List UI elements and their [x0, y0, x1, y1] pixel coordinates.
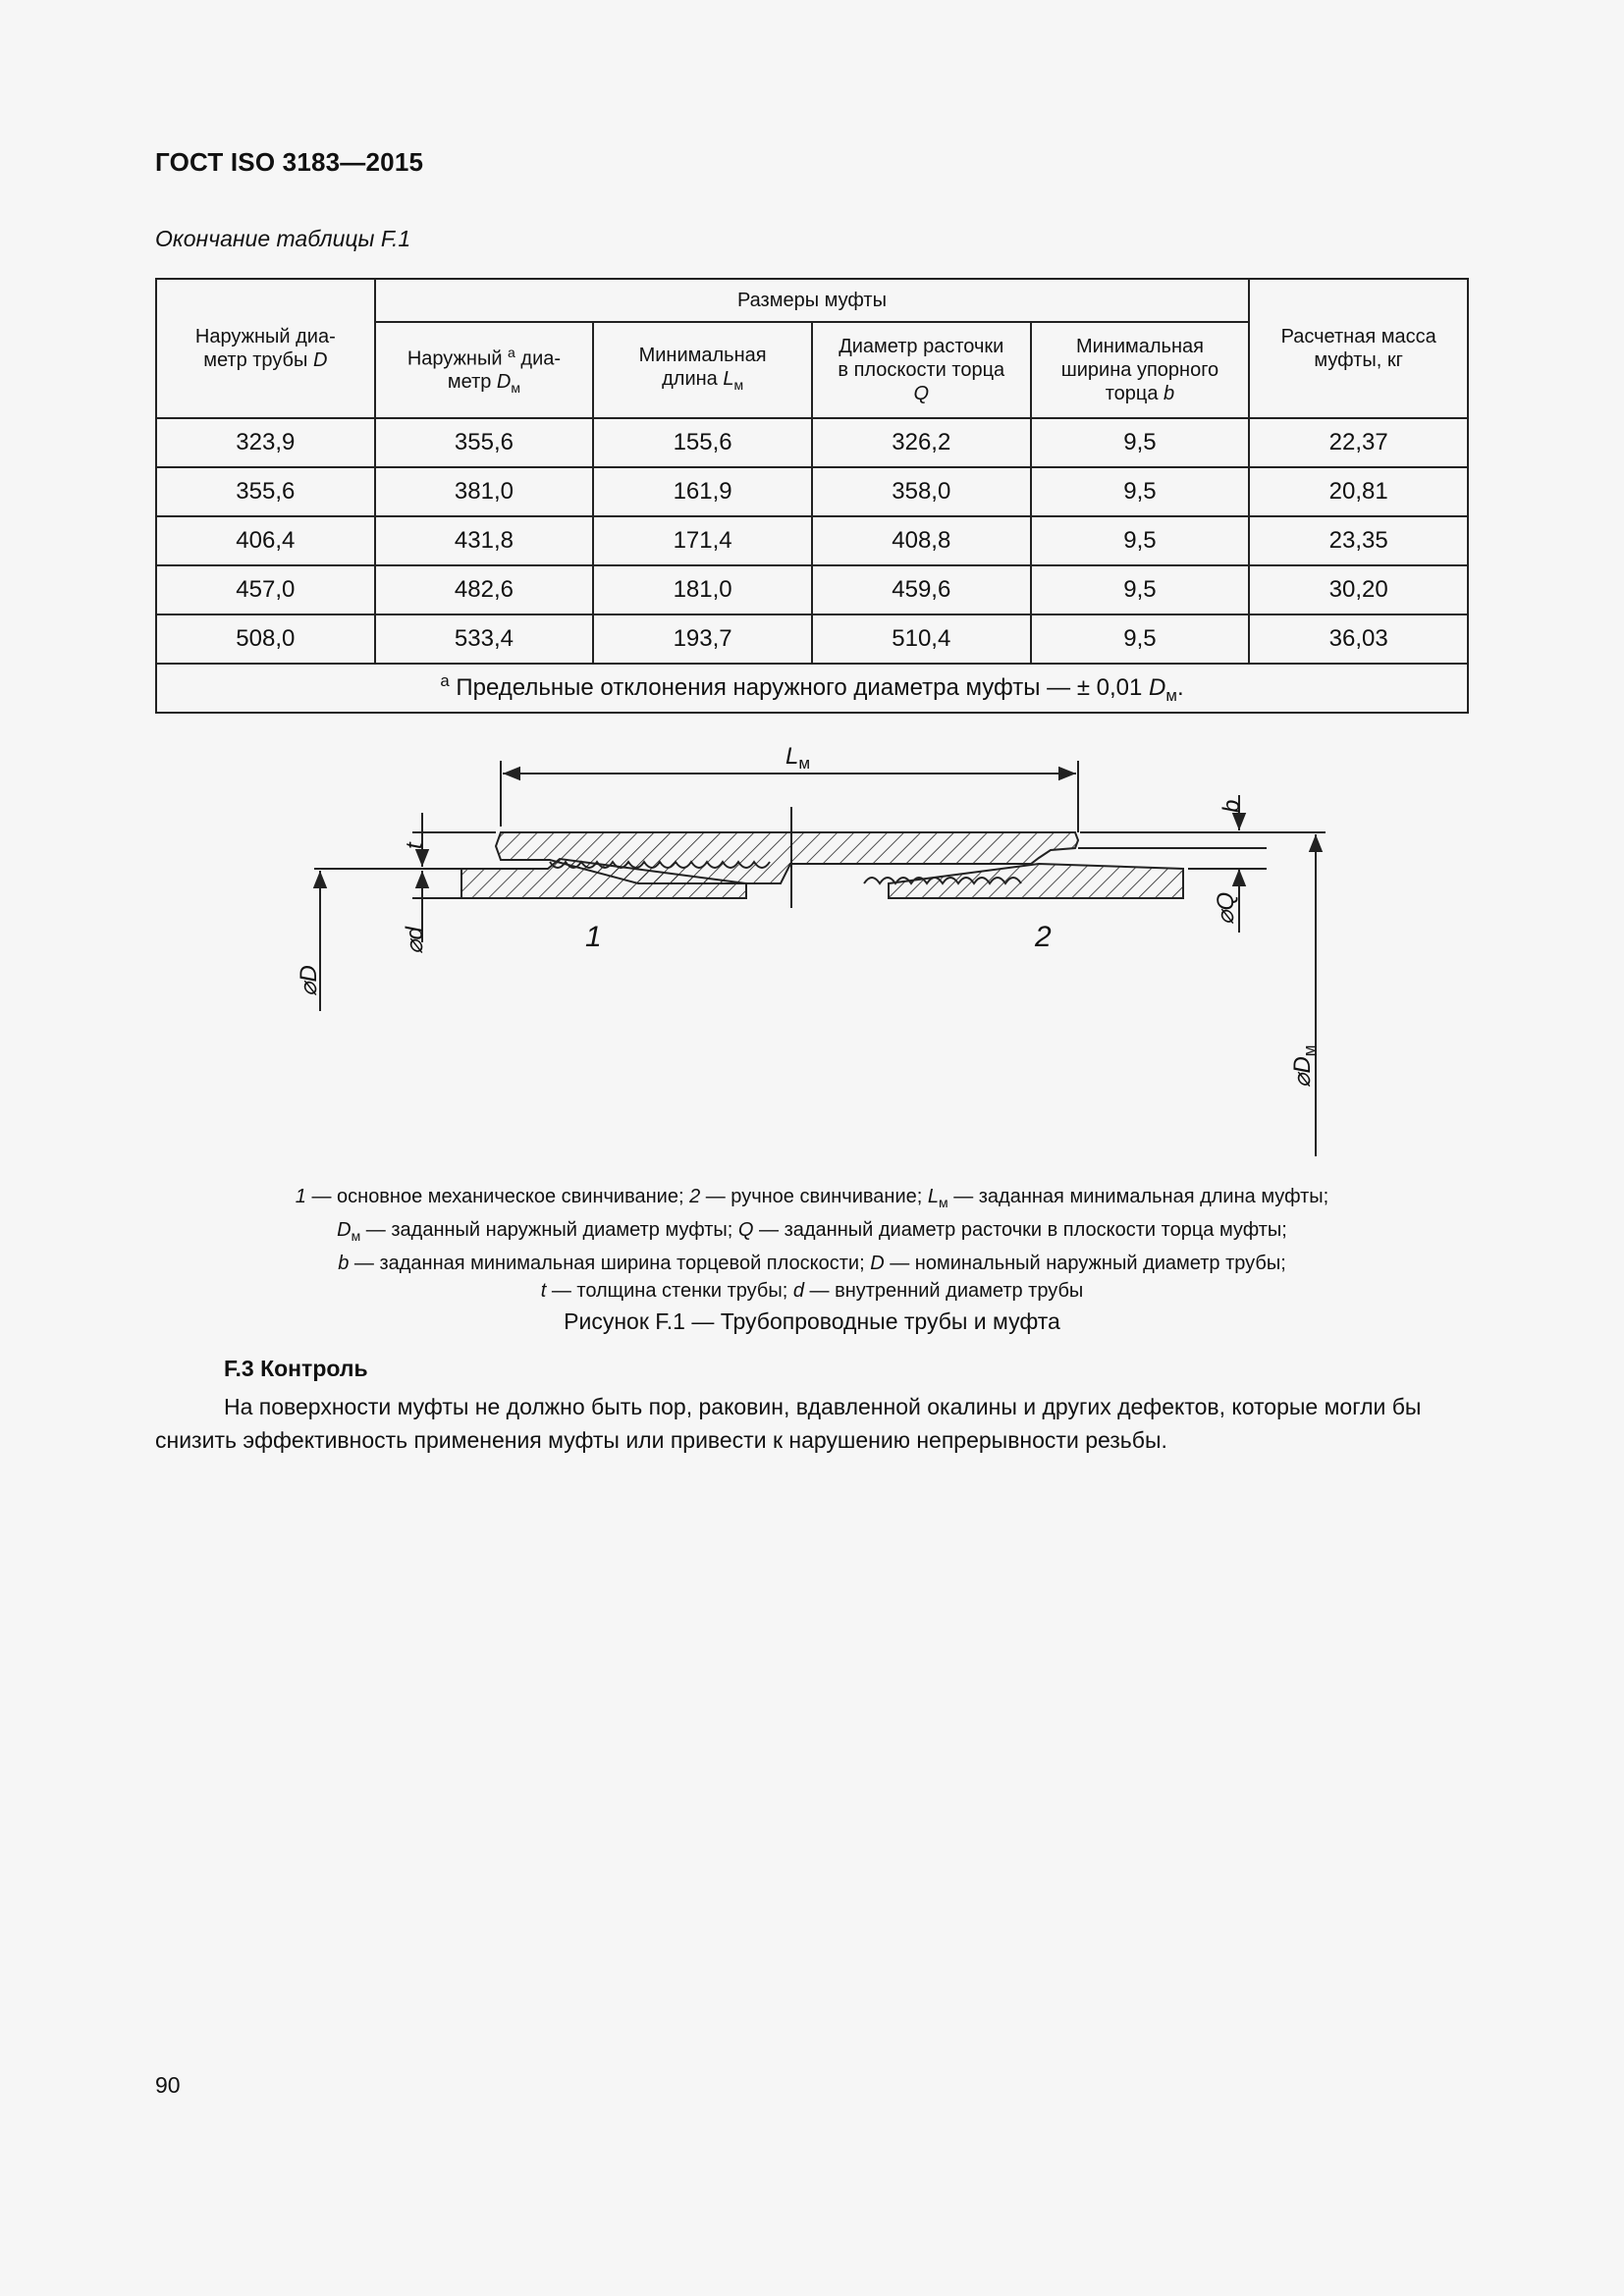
- cell: 459,6: [812, 565, 1031, 614]
- cell: 9,5: [1031, 516, 1250, 565]
- table-footnote: $^a$ Предельные отклонения наружного диаметра муфты — ± 0,01 $D_м$.: [156, 664, 1468, 713]
- cell: 326,2: [812, 418, 1031, 467]
- cell: 181,0: [593, 565, 812, 614]
- pipe-coupling-drawing: [0, 736, 1624, 1178]
- label-b: b: [1218, 799, 1245, 813]
- cell: 358,0: [812, 467, 1031, 516]
- document-header: ГОСТ ISO 3183—2015: [155, 147, 424, 177]
- cell: 510,4: [812, 614, 1031, 664]
- header-coupling-dimensions: Размеры муфты: [375, 279, 1250, 322]
- label-dm: $⌀D_м$: [1289, 1044, 1319, 1088]
- cell: 355,6: [375, 418, 594, 467]
- label-q: ⌀Q: [1213, 891, 1239, 925]
- cell: 9,5: [1031, 467, 1250, 516]
- cell: 155,6: [593, 418, 812, 467]
- coupling-dimensions-table: [155, 278, 1469, 714]
- cell: 22,37: [1249, 418, 1468, 467]
- cell: 9,5: [1031, 418, 1250, 467]
- label-t: t: [402, 842, 428, 849]
- table-footnote-row: [156, 664, 1468, 713]
- cell: 431,8: [375, 516, 594, 565]
- cell: 9,5: [1031, 614, 1250, 664]
- cell: 406,4: [156, 516, 375, 565]
- cell: 171,4: [593, 516, 812, 565]
- header-coupling-mass: Расчетная масса муфты, кг: [1249, 279, 1468, 418]
- table-row: [156, 516, 1468, 565]
- cell: 9,5: [1031, 565, 1250, 614]
- cell: 20,81: [1249, 467, 1468, 516]
- cell: 193,7: [593, 614, 812, 664]
- legend-line-4: t — толщина стенки трубы; d — внутренний диаметр трубы: [540, 1280, 1084, 1302]
- table-row: [156, 614, 1468, 664]
- cell: 30,20: [1249, 565, 1468, 614]
- table-row: [156, 565, 1468, 614]
- cell: 533,4: [375, 614, 594, 664]
- table-row: [156, 467, 1468, 516]
- pipe-right: [889, 864, 1183, 898]
- section-title: F.3 Контроль: [224, 1356, 368, 1381]
- cell: 482,6: [375, 565, 594, 614]
- header-min-length: Минимальная длина $L_м$: [593, 322, 812, 418]
- header-min-face-width: Минимальная ширина упорного торца b: [1031, 322, 1250, 418]
- label-d: ⌀d: [402, 927, 428, 954]
- cell: 508,0: [156, 614, 375, 664]
- header-outer-diameter: Наружный $^a$ диа- метр $D_м$: [375, 322, 594, 418]
- legend-line-2: $D_м$ — заданный наружный диаметр муфты; Q — заданный диаметр расточки в плоскости торца муфты;: [337, 1219, 1287, 1244]
- section-paragraph: На поверхности муфты не должно быть пор, раковин, вдавленной окалины и других дефектов, которые могли бы снизить эффективность применения муфты или привести к нарушению непрерывности резьбы.: [155, 1394, 1422, 1453]
- legend-line-1: 1 — основное механическое свинчивание; 2 — ручное свинчивание; $L_м$ — заданная минимальная длина муфты;: [295, 1186, 1329, 1210]
- table-row: [156, 418, 1468, 467]
- table-caption: Окончание таблицы F.1: [155, 226, 411, 251]
- header-bore-diameter: Диаметр расточки в плоскости торца Q: [812, 322, 1031, 418]
- legend-line-3: b — заданная минимальная ширина торцевой плоскости; D — номинальный наружный диаметр трубы;: [338, 1253, 1286, 1274]
- label-1: 1: [585, 921, 602, 953]
- cell: 161,9: [593, 467, 812, 516]
- figure-caption: Рисунок F.1 — Трубопроводные трубы и муфта: [564, 1308, 1060, 1334]
- label-2: 2: [1035, 921, 1052, 953]
- cell: 23,35: [1249, 516, 1468, 565]
- cell: 457,0: [156, 565, 375, 614]
- page-number: 90: [155, 2072, 181, 2098]
- header-pipe-diameter: Наружный диа- метр трубы D: [156, 279, 375, 418]
- label-lm: $L_м$: [785, 743, 811, 773]
- label-big-d: ⌀D: [296, 965, 322, 996]
- cell: 355,6: [156, 467, 375, 516]
- cell: 36,03: [1249, 614, 1468, 664]
- figure-legend: [0, 1183, 1624, 1305]
- cell: 381,0: [375, 467, 594, 516]
- cell: 408,8: [812, 516, 1031, 565]
- cell: 323,9: [156, 418, 375, 467]
